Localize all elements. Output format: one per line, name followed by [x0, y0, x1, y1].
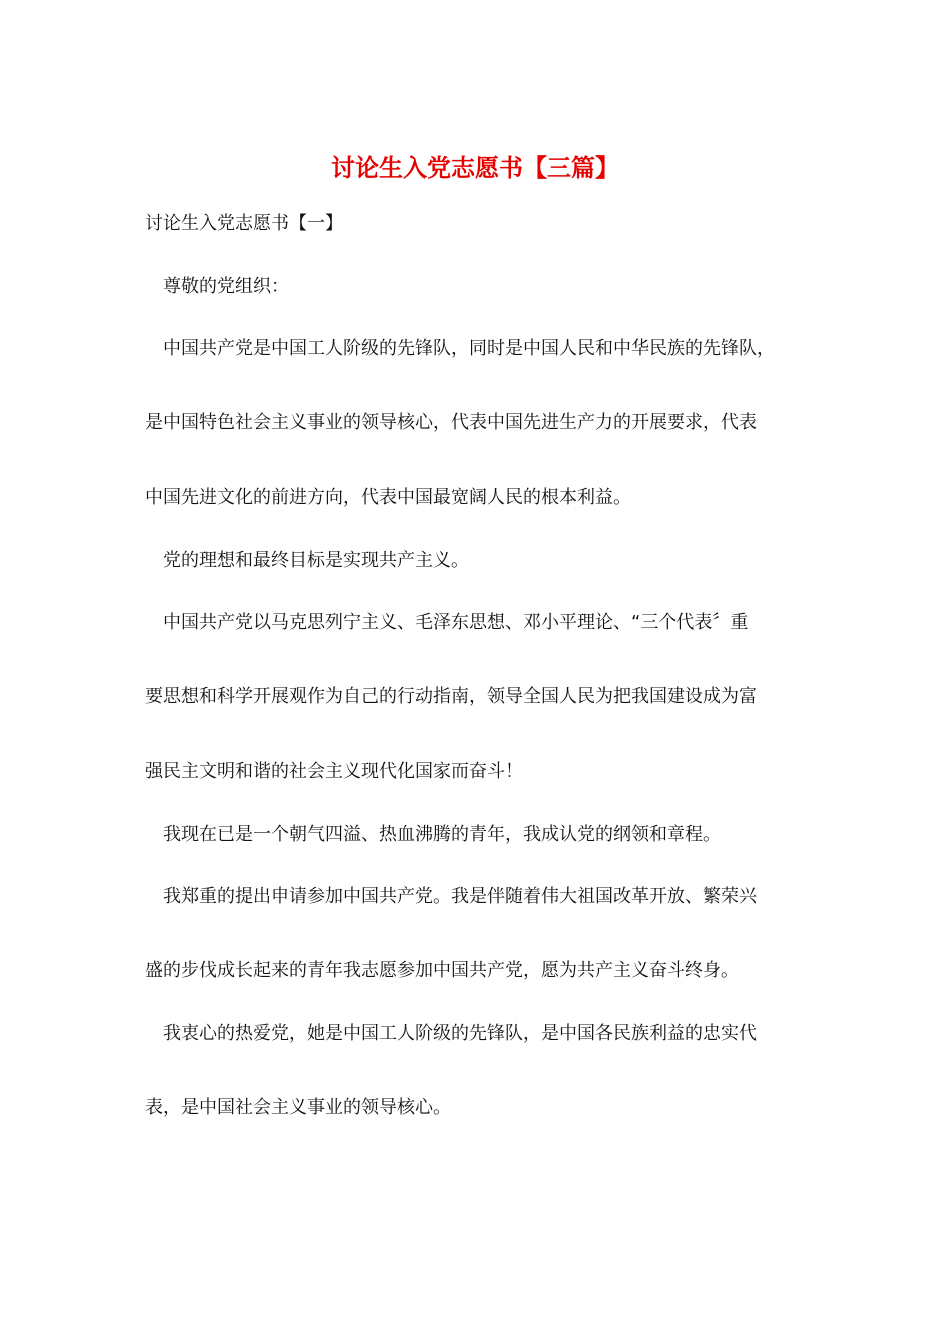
paragraph-line: 强民主文明和谐的社会主义现代化国家而奋斗！: [145, 761, 523, 782]
paragraph-line: 中国先进文化的前进方向，代表中国最宽阔人民的根本利益。: [145, 487, 631, 508]
document-title: 讨论生入党志愿书【三篇】: [331, 153, 619, 182]
paragraph-line: 我现在已是一个朝气四溢、热血沸腾的青年，我成认党的纲领和章程。: [163, 824, 721, 845]
paragraph-line: 盛的步伐成长起来的青年我志愿参加中国共产党，愿为共产主义奋斗终身。: [145, 960, 739, 981]
salutation: 尊敬的党组织：: [163, 276, 289, 297]
paragraph-line: 表，是中国社会主义事业的领导核心。: [145, 1097, 451, 1118]
paragraph-line: 党的理想和最终目标是实现共产主义。: [163, 550, 469, 571]
paragraph-line: 中国共产党是中国工人阶级的先锋队，同时是中国人民和中华民族的先锋队，: [163, 338, 775, 359]
paragraph-line: 我衷心的热爱党，她是中国工人阶级的先锋队，是中国各民族利益的忠实代: [163, 1023, 757, 1044]
paragraph-line: 是中国特色社会主义事业的领导核心，代表中国先进生产力的开展要求，代表: [145, 412, 757, 433]
section-heading: 讨论生入党志愿书【一】: [145, 213, 343, 234]
paragraph-line: 中国共产党以马克思列宁主义、毛泽东思想、邓小平理论、“三个代表〞重: [163, 612, 749, 633]
paragraph-line: 我郑重的提出申请参加中国共产党。我是伴随着伟大祖国改革开放、繁荣兴: [163, 886, 757, 907]
paragraph-line: 要思想和科学开展观作为自己的行动指南，领导全国人民为把我国建设成为富: [145, 686, 757, 707]
